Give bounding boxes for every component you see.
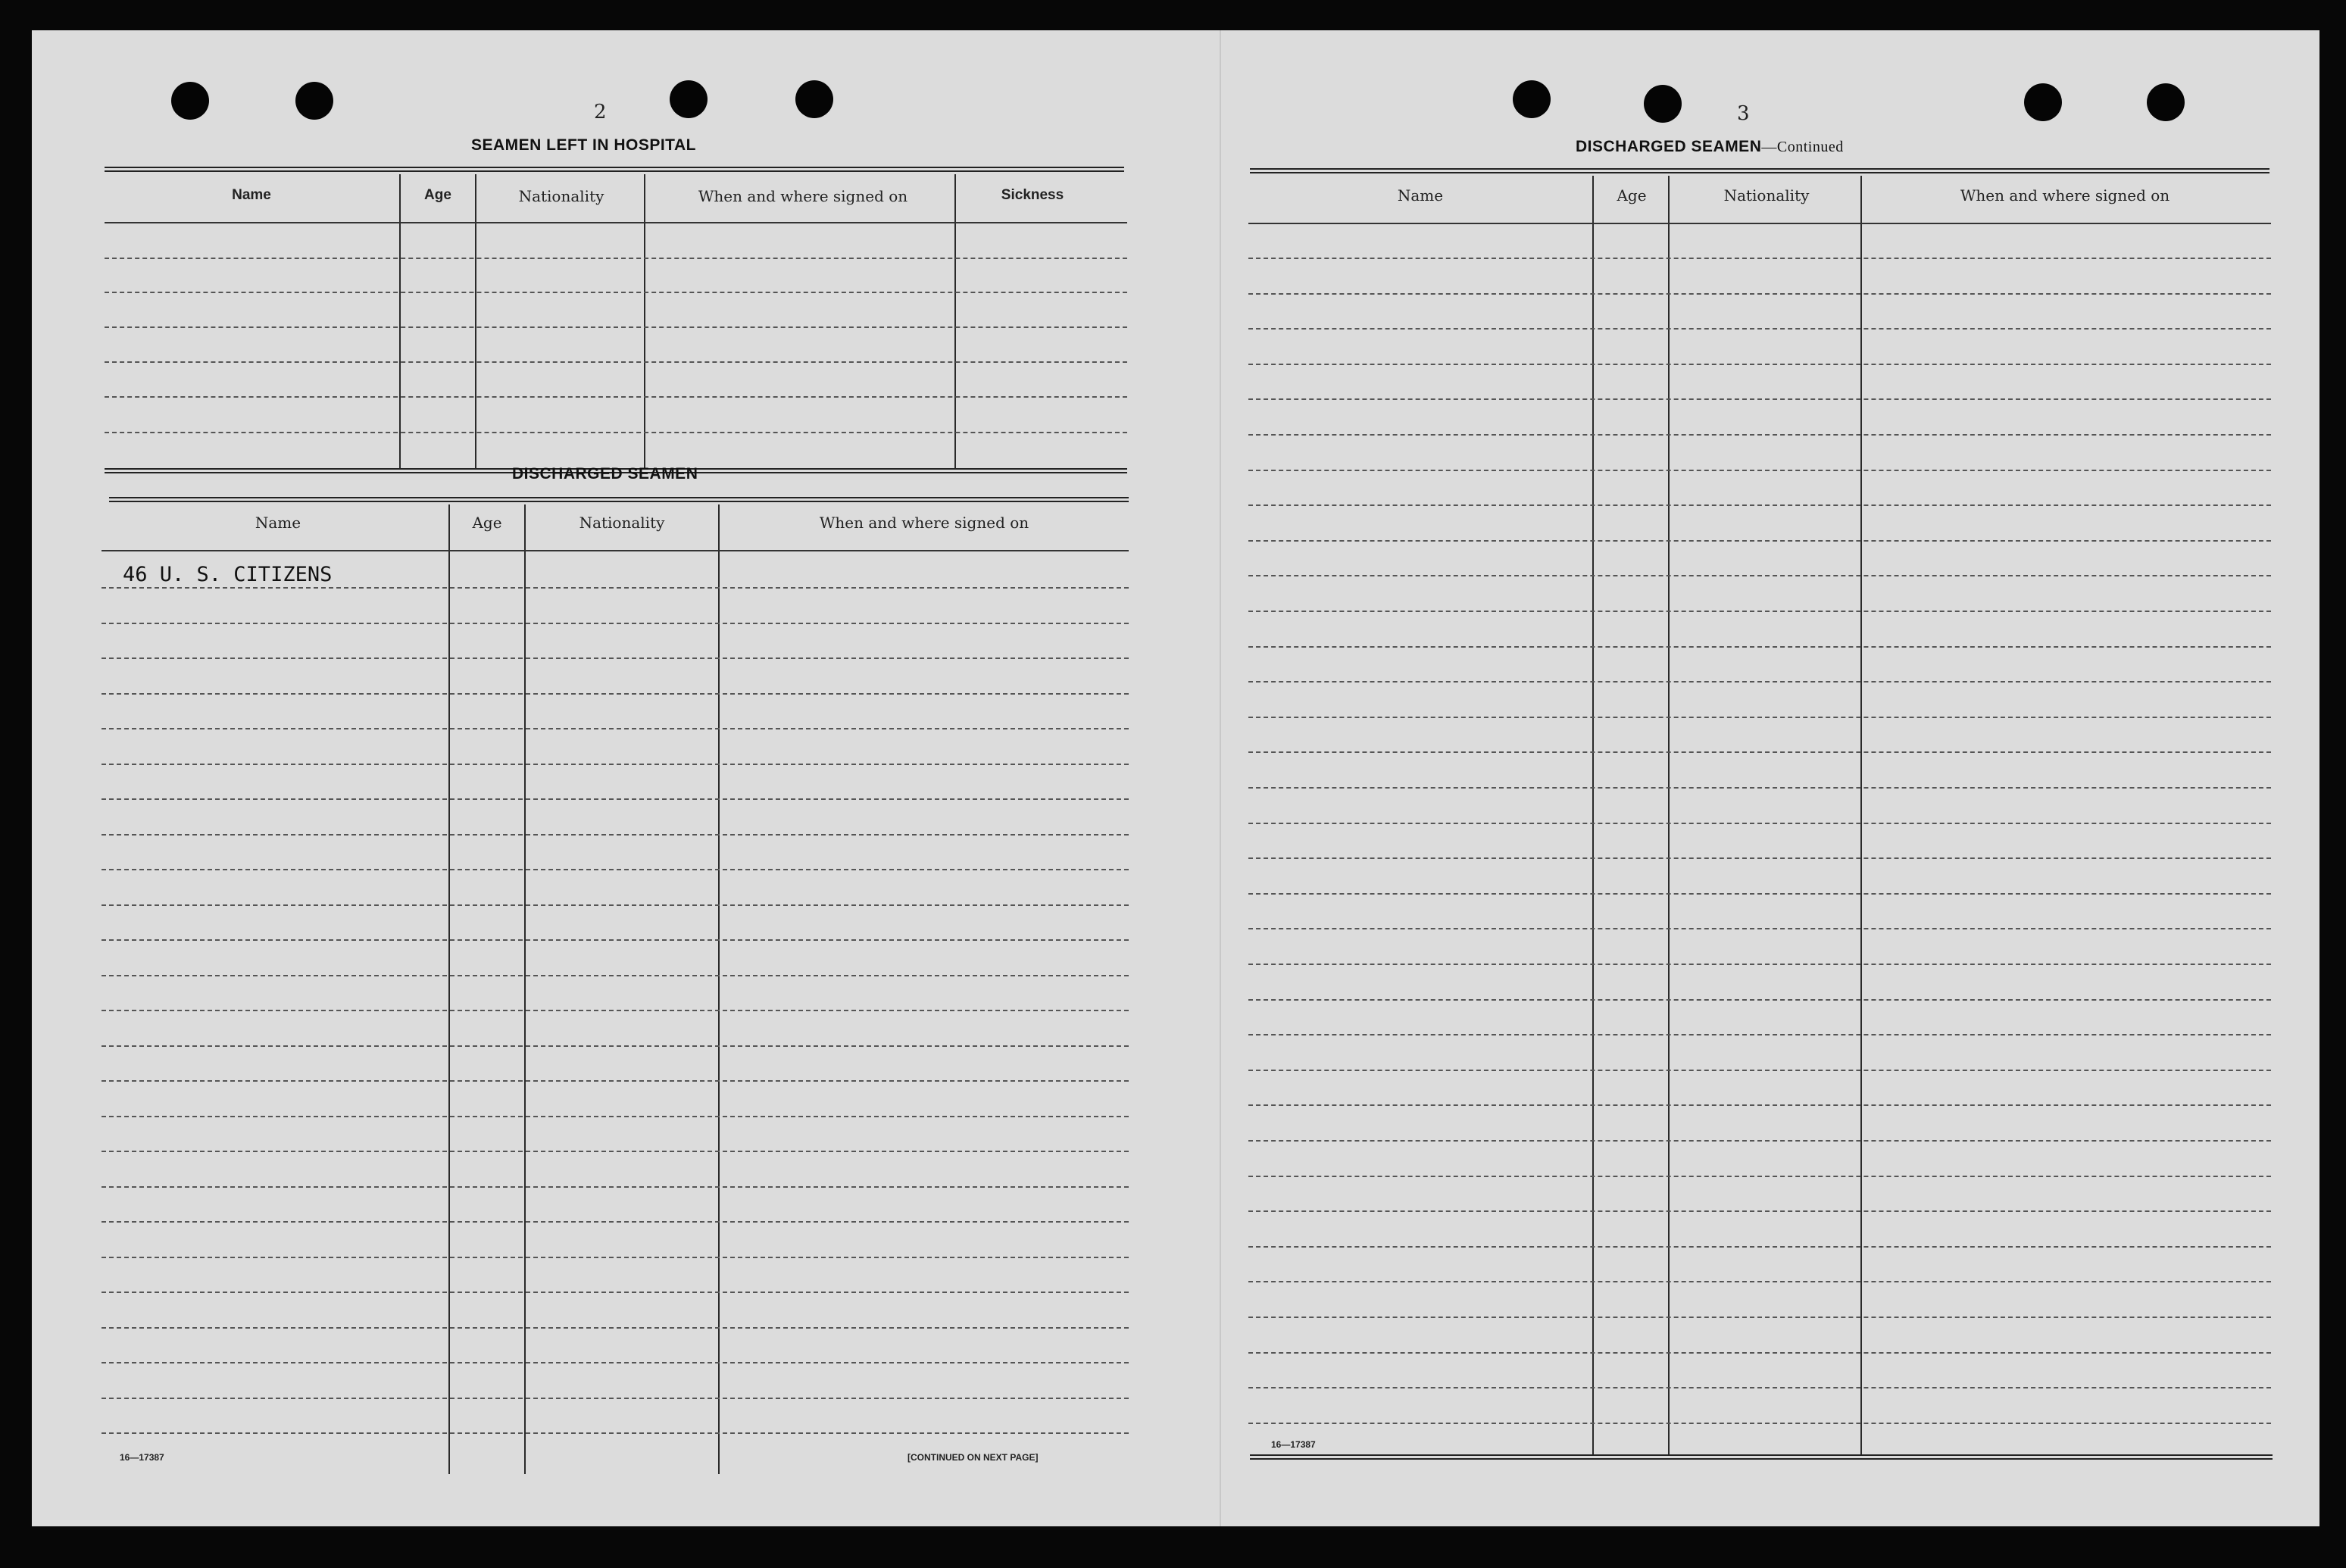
row-line bbox=[102, 1432, 1129, 1434]
row-line bbox=[1248, 681, 2271, 682]
row-line bbox=[1248, 364, 2271, 365]
row-line bbox=[1248, 999, 2271, 1001]
hospital-header-rule bbox=[105, 222, 1127, 223]
hospital-col-name: Name bbox=[232, 187, 271, 203]
row-line bbox=[1248, 398, 2271, 400]
right-section-title bbox=[1576, 138, 1844, 156]
hospital-row-line bbox=[105, 258, 1127, 259]
row-line bbox=[102, 939, 1129, 941]
punch-hole bbox=[2024, 83, 2062, 121]
discharged-col-age: Age bbox=[472, 514, 502, 532]
row-line bbox=[102, 1398, 1129, 1399]
hospital-col-sickness: Sickness bbox=[1001, 187, 1064, 203]
row-line bbox=[102, 1327, 1129, 1329]
punch-hole bbox=[795, 80, 833, 118]
row-line bbox=[1248, 504, 2271, 506]
row-line bbox=[1248, 1210, 2271, 1212]
row-line bbox=[1248, 1317, 2271, 1318]
row-line bbox=[102, 693, 1129, 695]
row-line bbox=[102, 1010, 1129, 1011]
right-col-divider bbox=[1860, 176, 1862, 1456]
row-line bbox=[1248, 1423, 2271, 1424]
left-form-number: 16—17387 bbox=[120, 1452, 164, 1463]
discharged-header-rule bbox=[102, 550, 1129, 551]
row-line bbox=[102, 587, 1129, 589]
row-line bbox=[1248, 717, 2271, 718]
right-header-rule bbox=[1248, 223, 2271, 224]
discharged-col-divider bbox=[448, 504, 450, 1474]
discharged-col-divider bbox=[718, 504, 720, 1474]
row-line bbox=[1248, 470, 2271, 471]
row-line bbox=[1248, 434, 2271, 436]
row-line bbox=[1248, 611, 2271, 612]
punch-hole bbox=[1644, 85, 1682, 123]
page-fold bbox=[1220, 30, 1221, 1526]
row-line bbox=[1248, 1104, 2271, 1106]
right-title-suffix: —Continued bbox=[1761, 139, 1844, 155]
hospital-row-line bbox=[105, 396, 1127, 398]
row-line bbox=[1248, 328, 2271, 330]
row-line bbox=[1248, 751, 2271, 753]
row-line bbox=[102, 623, 1129, 624]
row-line bbox=[102, 1292, 1129, 1293]
punch-hole bbox=[1513, 80, 1551, 118]
hospital-top-rule bbox=[105, 167, 1124, 172]
discharged-section-title: DISCHARGED SEAMEN bbox=[512, 465, 698, 483]
row-line bbox=[102, 904, 1129, 906]
row-line bbox=[1248, 857, 2271, 859]
punch-hole bbox=[670, 80, 708, 118]
right-col-nationality: Nationality bbox=[1723, 186, 1810, 205]
right-col-divider bbox=[1592, 176, 1594, 1456]
row-line bbox=[1248, 893, 2271, 895]
row-line bbox=[102, 1080, 1129, 1082]
row-line bbox=[1248, 1034, 2271, 1035]
row-line bbox=[102, 1221, 1129, 1223]
row-line bbox=[102, 1362, 1129, 1363]
discharged-top-rule bbox=[109, 497, 1129, 502]
hospital-col-nationality: Nationality bbox=[518, 187, 604, 205]
row-line bbox=[1248, 1387, 2271, 1388]
row-line bbox=[1248, 646, 2271, 648]
row-line bbox=[1248, 258, 2271, 259]
discharged-col-signed-on: When and where signed on bbox=[819, 514, 1029, 532]
discharged-col-nationality: Nationality bbox=[579, 514, 665, 532]
hospital-col-signed-on: When and where signed on bbox=[698, 187, 908, 205]
discharged-col-name: Name bbox=[255, 514, 301, 532]
hospital-section-title: SEAMEN LEFT IN HOSPITAL bbox=[471, 136, 696, 154]
right-form-number: 16—17387 bbox=[1271, 1439, 1316, 1450]
row-line bbox=[1248, 1281, 2271, 1282]
row-line bbox=[102, 975, 1129, 976]
row-line bbox=[1248, 1176, 2271, 1177]
punch-hole bbox=[295, 82, 333, 120]
row-line bbox=[102, 834, 1129, 836]
punch-hole bbox=[171, 82, 209, 120]
row-line bbox=[1248, 1140, 2271, 1142]
row-line bbox=[1248, 540, 2271, 542]
row-line bbox=[1248, 575, 2271, 576]
row-line bbox=[1248, 1246, 2271, 1248]
right-page-number: 3 bbox=[1737, 102, 1750, 125]
row-line bbox=[1248, 293, 2271, 295]
row-line bbox=[102, 764, 1129, 765]
right-title-main: DISCHARGED SEAMEN bbox=[1576, 138, 1762, 155]
hospital-row-line bbox=[105, 432, 1127, 433]
row-line bbox=[102, 1045, 1129, 1047]
row-line bbox=[102, 1186, 1129, 1188]
hospital-col-age: Age bbox=[424, 187, 451, 203]
row-line bbox=[102, 728, 1129, 729]
row-line bbox=[102, 869, 1129, 870]
hospital-col-divider bbox=[644, 174, 645, 470]
row-line bbox=[1248, 787, 2271, 789]
continued-note: [CONTINUED ON NEXT PAGE] bbox=[907, 1452, 1039, 1463]
hospital-col-divider bbox=[475, 174, 476, 470]
row-line bbox=[1248, 1352, 2271, 1354]
row-line bbox=[1248, 928, 2271, 929]
discharged-col-divider bbox=[524, 504, 526, 1474]
punch-hole bbox=[2147, 83, 2185, 121]
hospital-row-line bbox=[105, 361, 1127, 363]
row-line bbox=[102, 1257, 1129, 1258]
row-line bbox=[1248, 1070, 2271, 1071]
row-line bbox=[102, 657, 1129, 659]
row-line bbox=[102, 798, 1129, 800]
hospital-row-line bbox=[105, 292, 1127, 293]
right-top-rule bbox=[1250, 168, 2269, 173]
right-col-signed-on: When and where signed on bbox=[1960, 186, 2170, 205]
right-bottom-rule bbox=[1250, 1454, 2273, 1460]
hospital-col-divider bbox=[399, 174, 401, 470]
row-line bbox=[102, 1116, 1129, 1117]
document-sheet bbox=[32, 30, 2319, 1526]
row-line bbox=[1248, 964, 2271, 965]
left-page-number: 2 bbox=[594, 101, 607, 123]
right-col-divider bbox=[1668, 176, 1670, 1456]
row-line bbox=[102, 1151, 1129, 1152]
right-col-name: Name bbox=[1397, 186, 1444, 205]
hospital-col-divider bbox=[954, 174, 956, 470]
right-col-age: Age bbox=[1617, 186, 1647, 205]
discharged-entry: 46 U. S. CITIZENS bbox=[123, 563, 333, 586]
row-line bbox=[1248, 823, 2271, 824]
hospital-row-line bbox=[105, 326, 1127, 328]
